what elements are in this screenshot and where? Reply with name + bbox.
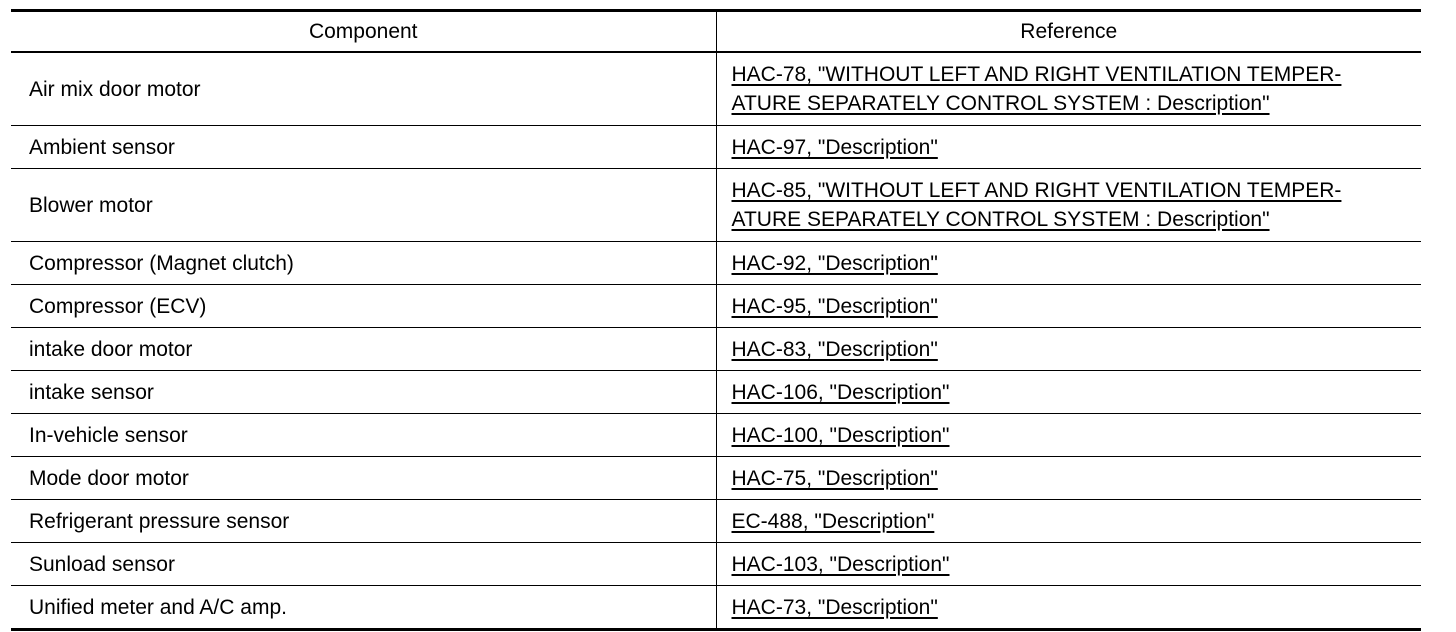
reference-link[interactable]: HAC-83, "Description" xyxy=(731,337,938,361)
reference-cell xyxy=(716,586,1421,630)
component-cell: intake door motor xyxy=(11,328,716,371)
reference-link-line: HAC-78, "WITHOUT LEFT AND RIGHT VENTILATION TEMPER- xyxy=(731,63,1342,86)
component-reference-table xyxy=(11,9,1421,631)
component-cell: Unified meter and A/C amp. xyxy=(11,586,716,630)
component-cell: intake sensor xyxy=(11,371,716,414)
reference-link[interactable]: HAC-103, "Description" xyxy=(731,552,950,576)
table-row xyxy=(11,285,1421,328)
table-row xyxy=(11,586,1421,630)
component-cell: Air mix door motor xyxy=(11,52,716,126)
header-row xyxy=(11,11,1421,53)
component-cell: In-vehicle sensor xyxy=(11,414,716,457)
component-cell: Mode door motor xyxy=(11,457,716,500)
reference-link[interactable] xyxy=(732,63,1342,115)
reference-cell xyxy=(716,543,1421,586)
reference-cell xyxy=(716,242,1421,285)
component-cell: Compressor (ECV) xyxy=(11,285,716,328)
reference-link[interactable]: HAC-75, "Description" xyxy=(731,466,938,490)
reference-cell xyxy=(716,285,1421,328)
reference-link[interactable]: HAC-92, "Description" xyxy=(731,251,938,275)
component-cell: Compressor (Magnet clutch) xyxy=(11,242,716,285)
table-row xyxy=(11,328,1421,371)
table-row xyxy=(11,500,1421,543)
table-row xyxy=(11,126,1421,169)
table-row xyxy=(11,414,1421,457)
reference-cell xyxy=(716,414,1421,457)
reference-link-line: HAC-85, "WITHOUT LEFT AND RIGHT VENTILATION TEMPER- xyxy=(731,179,1342,202)
component-cell: Refrigerant pressure sensor xyxy=(11,500,716,543)
component-cell: Sunload sensor xyxy=(11,543,716,586)
table-row xyxy=(11,457,1421,500)
reference-link[interactable]: EC-488, "Description" xyxy=(731,509,935,533)
reference-cell xyxy=(716,457,1421,500)
component-cell: Blower motor xyxy=(11,169,716,242)
reference-link[interactable]: HAC-97, "Description" xyxy=(731,135,938,159)
reference-cell xyxy=(716,328,1421,371)
reference-link[interactable]: HAC-95, "Description" xyxy=(731,294,938,318)
reference-link-line: ATURE SEPARATELY CONTROL SYSTEM : Description" xyxy=(731,208,1270,231)
table-row xyxy=(11,169,1421,242)
reference-link-line: ATURE SEPARATELY CONTROL SYSTEM : Description" xyxy=(731,92,1270,115)
reference-cell xyxy=(716,169,1421,242)
table-row xyxy=(11,52,1421,126)
reference-link[interactable] xyxy=(732,179,1342,231)
reference-link[interactable]: HAC-73, "Description" xyxy=(731,595,938,619)
reference-link[interactable]: HAC-106, "Description" xyxy=(731,380,950,404)
component-cell: Ambient sensor xyxy=(11,126,716,169)
component-column-header: Component xyxy=(11,11,716,53)
reference-link[interactable]: HAC-100, "Description" xyxy=(731,423,950,447)
reference-cell xyxy=(716,126,1421,169)
table-row xyxy=(11,371,1421,414)
reference-column-header: Reference xyxy=(716,11,1421,53)
reference-cell xyxy=(716,500,1421,543)
table-body xyxy=(11,52,1421,630)
table-row xyxy=(11,543,1421,586)
reference-cell xyxy=(716,52,1421,126)
table-header xyxy=(11,11,1421,53)
table-row xyxy=(11,242,1421,285)
reference-cell xyxy=(716,371,1421,414)
